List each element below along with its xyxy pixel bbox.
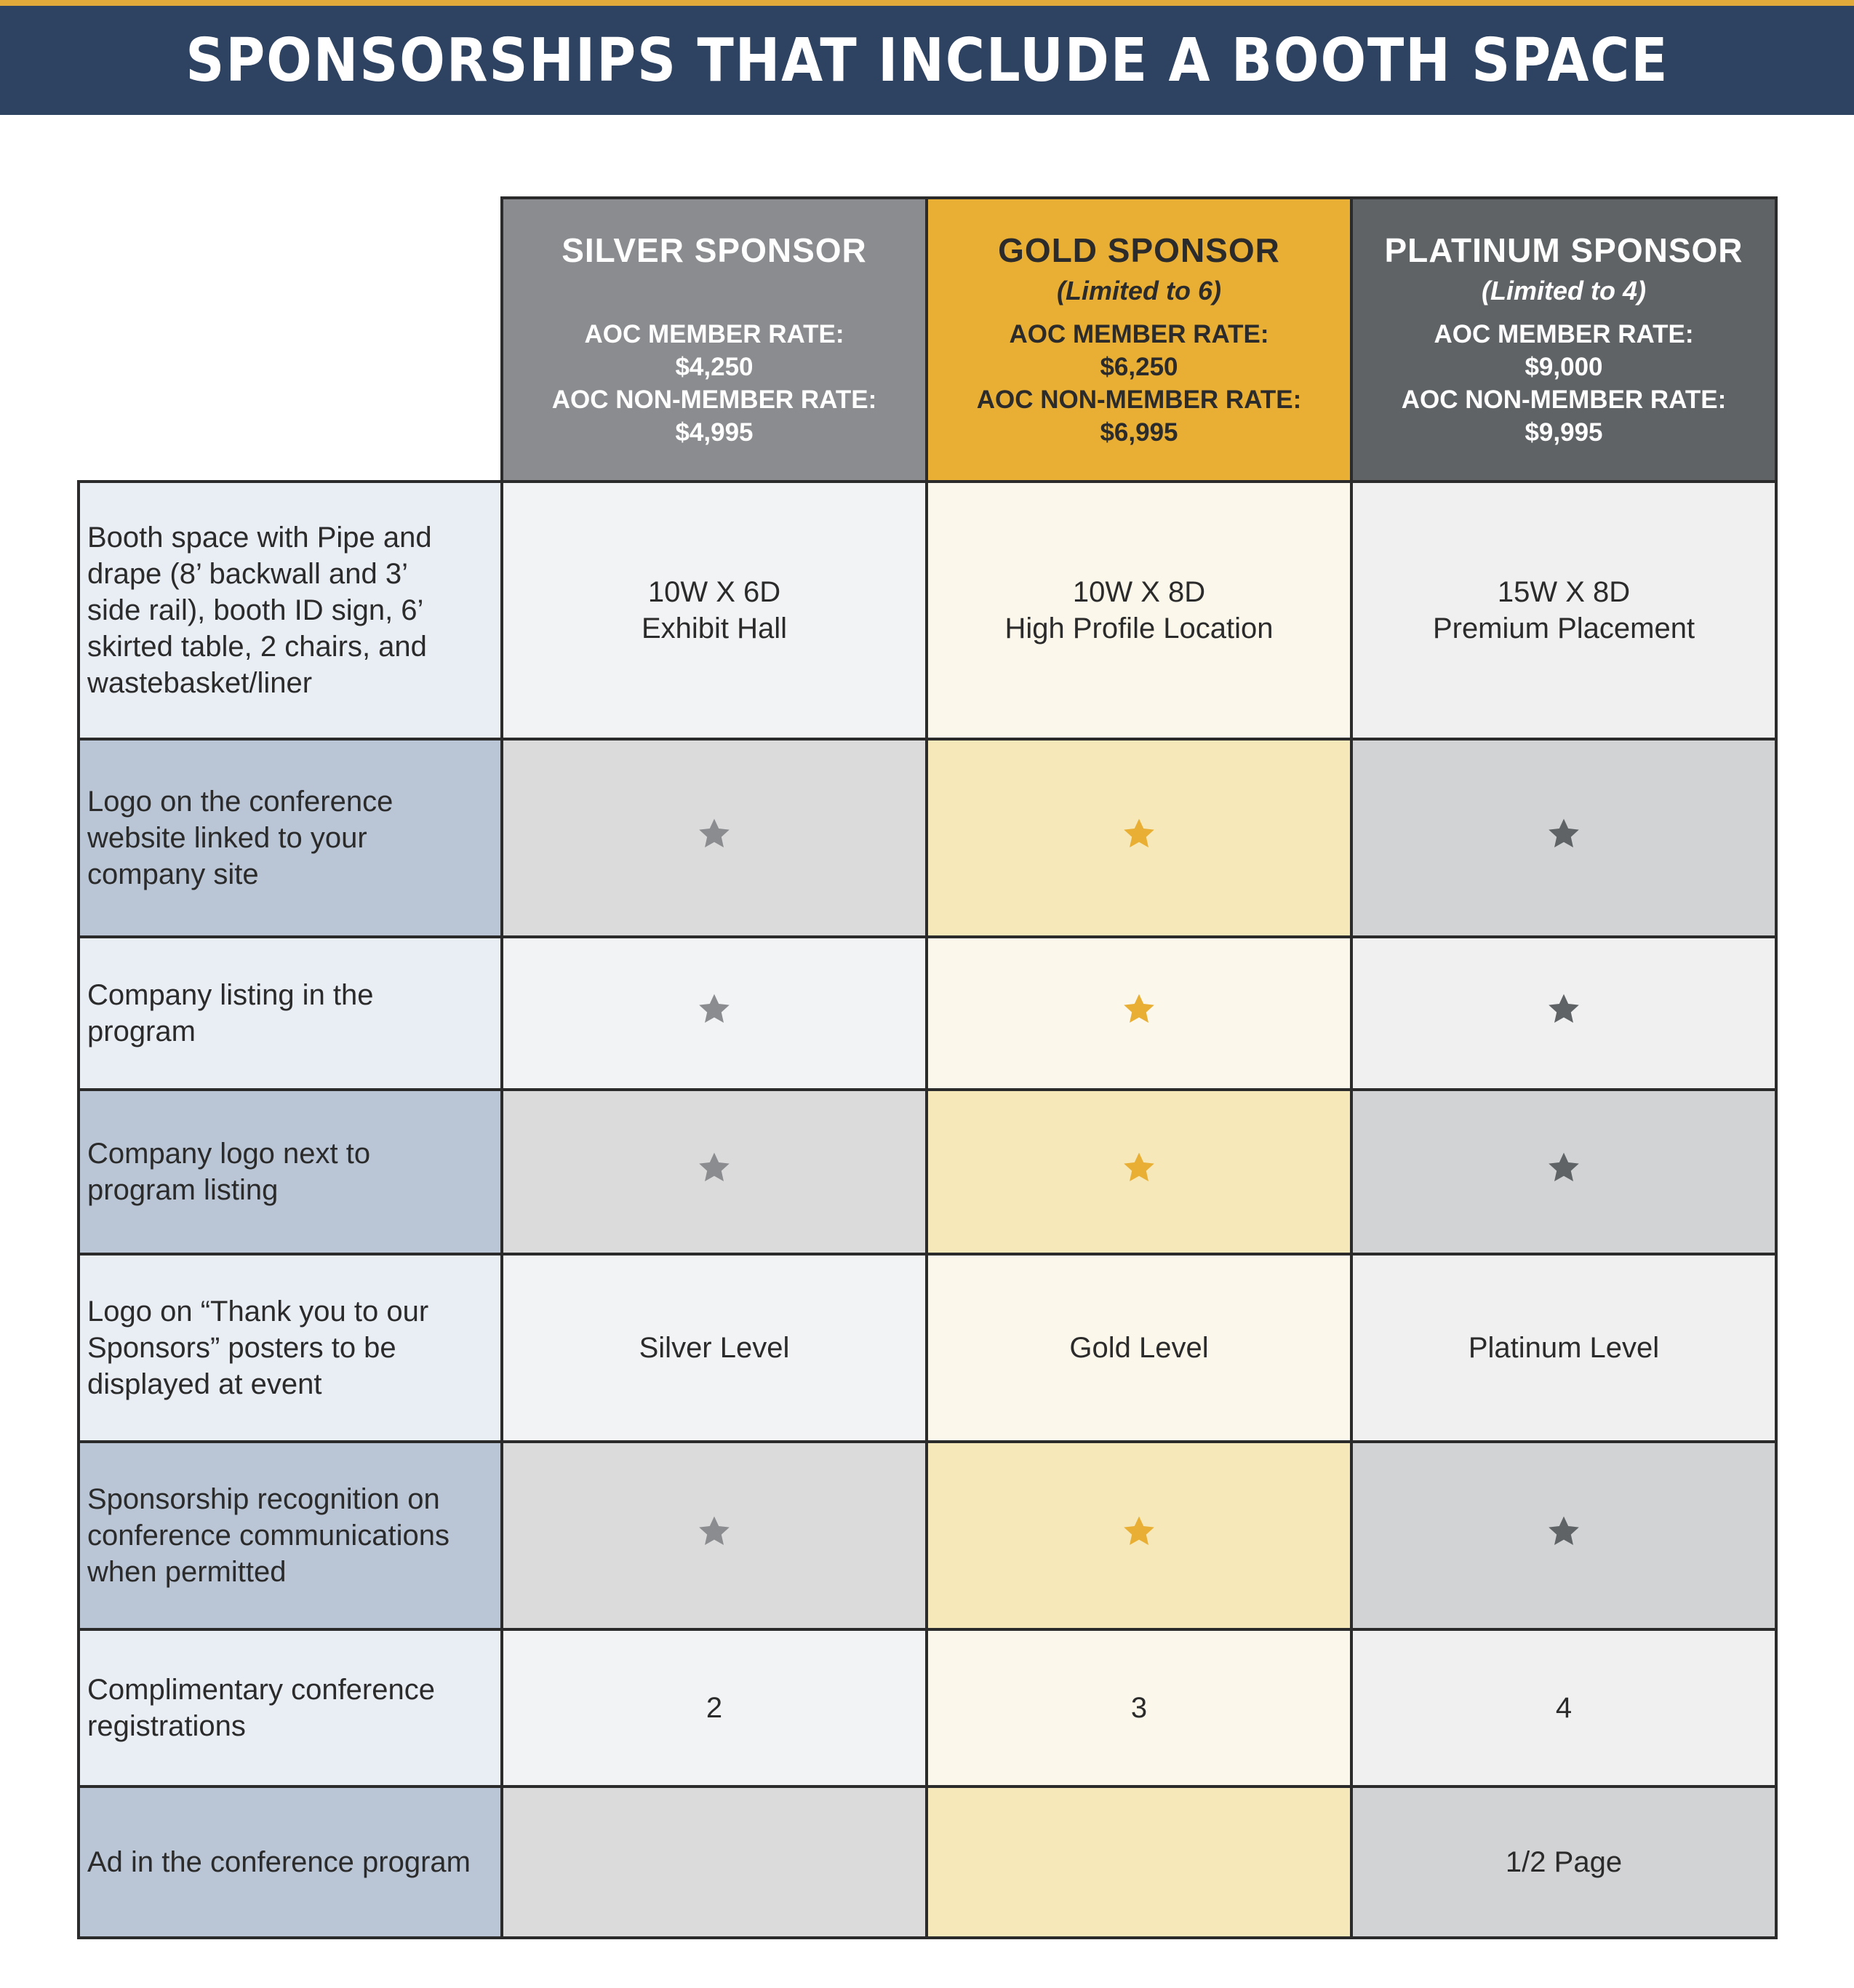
benefit-row (79, 937, 1776, 1090)
benefit-label (79, 937, 502, 1090)
benefit-value-gold (927, 1254, 1351, 1442)
tier-limit: (Limited to 6) (1057, 276, 1221, 306)
benefit-label (79, 1629, 502, 1787)
benefit-row (79, 1254, 1776, 1442)
tier-limit (503, 276, 925, 309)
member-rate-label: AOC MEMBER RATE: (1009, 320, 1269, 348)
benefit-label-line: website linked to your (87, 822, 367, 854)
nonmember-rate: $6,995 (1100, 418, 1178, 447)
benefit-value-silver (502, 1629, 927, 1787)
benefit-value-platinum (1351, 1442, 1776, 1629)
star-icon (1546, 1150, 1581, 1185)
star-icon (1122, 1514, 1156, 1549)
benefit-value-line: 10W X 6D (647, 576, 781, 608)
benefit-value-line: Gold Level (1069, 1332, 1209, 1364)
benefit-label-line: program listing (87, 1174, 279, 1206)
benefit-value-platinum (1351, 1629, 1776, 1787)
benefit-label-line: Logo on the conference (87, 786, 393, 818)
benefit-value-line: Premium Placement (1432, 612, 1695, 644)
benefit-value-line: 15W X 8D (1497, 576, 1631, 608)
benefit-value-line: 10W X 8D (1072, 576, 1206, 608)
benefit-value-platinum (1351, 1787, 1776, 1938)
star-icon (1122, 816, 1156, 851)
benefit-label (79, 1442, 502, 1629)
benefit-value-line: 3 (1130, 1692, 1148, 1724)
benefit-label-line: registrations (87, 1710, 246, 1742)
star-icon (1546, 1514, 1581, 1549)
member-rate: $9,000 (1525, 353, 1603, 381)
benefit-label-line: drape (8’ backwall and 3’ (87, 558, 408, 590)
page-title: SPONSORSHIPS THAT INCLUDE A BOOTH SPACE (185, 25, 1669, 95)
benefit-label (79, 739, 502, 937)
star-icon (697, 1150, 732, 1185)
tier-header-row (79, 198, 1776, 482)
benefit-value-silver (502, 482, 927, 739)
benefit-value-platinum (1351, 739, 1776, 937)
benefit-value-gold (927, 739, 1351, 937)
benefit-value-line: 4 (1555, 1692, 1573, 1724)
title-banner (0, 6, 1854, 115)
benefit-label-line: company site (87, 858, 259, 890)
benefit-value-line: Exhibit Hall (641, 612, 788, 644)
benefit-label-line: Ad in the conference program (87, 1846, 471, 1878)
benefit-value-gold (927, 482, 1351, 739)
tier-header-silver (502, 198, 927, 482)
benefit-label (79, 1254, 502, 1442)
benefit-label-line: Complimentary conference (87, 1674, 435, 1706)
benefit-label (79, 1090, 502, 1254)
benefit-value-line: 1/2 Page (1505, 1846, 1623, 1878)
benefit-row (79, 482, 1776, 739)
benefit-value-platinum (1351, 937, 1776, 1090)
star-icon (697, 991, 732, 1026)
member-rate: $6,250 (1100, 353, 1178, 381)
nonmember-rate-label: AOC NON-MEMBER RATE: (551, 386, 877, 414)
benefit-label-line: displayed at event (87, 1368, 322, 1400)
star-icon (1122, 991, 1156, 1026)
tier-header-platinum (1351, 198, 1776, 482)
top-accent-line (0, 0, 1854, 6)
corner-blank (79, 198, 502, 482)
benefit-label-line: Sponsors” posters to be (87, 1332, 396, 1364)
benefit-row (79, 1090, 1776, 1254)
benefit-value-silver (502, 1787, 927, 1938)
nonmember-rate: $4,995 (675, 418, 754, 447)
star-icon (1546, 816, 1581, 851)
benefit-value-line: 2 (706, 1692, 723, 1724)
benefit-value-silver (502, 937, 927, 1090)
benefit-label-line: Company listing in the (87, 979, 374, 1011)
benefit-value-silver (502, 1090, 927, 1254)
benefit-value-silver (502, 1254, 927, 1442)
benefit-row (79, 739, 1776, 937)
benefit-label-line: side rail), booth ID sign, 6’ (87, 594, 424, 626)
benefit-label-line: wastebasket/liner (87, 667, 313, 699)
star-icon (1546, 991, 1581, 1026)
benefit-label-line: Sponsorship recognition on (87, 1483, 440, 1515)
benefit-label-line: Booth space with Pipe and (87, 522, 432, 554)
benefit-row (79, 1442, 1776, 1629)
benefit-value-platinum (1351, 1254, 1776, 1442)
benefit-value-platinum (1351, 482, 1776, 739)
tier-name: PLATINUM SPONSOR (1384, 231, 1743, 269)
benefit-label (79, 482, 502, 739)
benefit-value-platinum (1351, 1090, 1776, 1254)
tier-header-gold (927, 198, 1351, 482)
benefit-value-gold (927, 1442, 1351, 1629)
benefit-label-line: conference communications (87, 1520, 450, 1552)
star-icon (697, 1514, 732, 1549)
benefit-row (79, 1787, 1776, 1938)
star-icon (697, 816, 732, 851)
nonmember-rate: $9,995 (1525, 418, 1603, 447)
benefit-value-silver (502, 739, 927, 937)
nonmember-rate-label: AOC NON-MEMBER RATE: (976, 386, 1302, 414)
tier-name: SILVER SPONSOR (562, 231, 867, 269)
tier-limit: (Limited to 4) (1482, 276, 1646, 306)
sponsorship-table (77, 196, 1778, 1939)
member-rate-label: AOC MEMBER RATE: (584, 320, 844, 348)
benefit-value-gold (927, 937, 1351, 1090)
member-rate: $4,250 (675, 353, 754, 381)
benefit-value-gold (927, 1787, 1351, 1938)
member-rate-label: AOC MEMBER RATE: (1434, 320, 1694, 348)
benefit-label-line: program (87, 1015, 196, 1047)
benefit-value-line: High Profile Location (1004, 612, 1274, 644)
benefit-value-line: Platinum Level (1468, 1332, 1660, 1364)
benefit-row (79, 1629, 1776, 1787)
benefit-value-gold (927, 1090, 1351, 1254)
benefit-rows (79, 482, 1776, 1938)
benefit-value-line: Silver Level (639, 1332, 790, 1364)
benefit-label-line: Company logo next to (87, 1138, 371, 1170)
benefit-value-gold (927, 1629, 1351, 1787)
tier-name: GOLD SPONSOR (998, 231, 1280, 269)
benefit-label-line: Logo on “Thank you to our (87, 1296, 429, 1328)
nonmember-rate-label: AOC NON-MEMBER RATE: (1401, 386, 1727, 414)
star-icon (1122, 1150, 1156, 1185)
benefit-label-line: when permitted (87, 1556, 287, 1588)
benefit-label-line: skirted table, 2 chairs, and (87, 631, 427, 663)
benefit-label (79, 1787, 502, 1938)
benefit-value-silver (502, 1442, 927, 1629)
